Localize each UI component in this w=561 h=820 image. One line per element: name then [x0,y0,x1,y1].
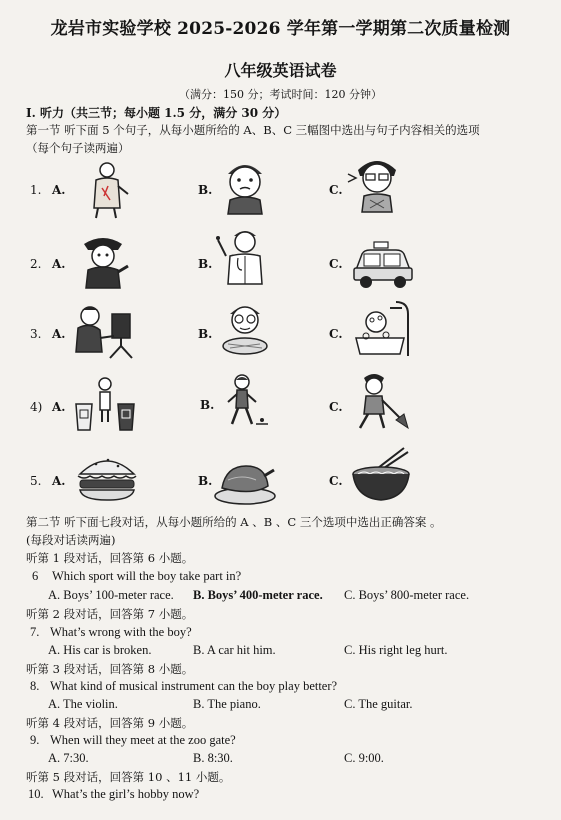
q9-option-b: B. 8:30. [193,751,233,765]
section1-note: （每个句子读两遍） [26,141,130,155]
q4-option-a: A. [52,400,66,414]
q7-question: What’s wrong with the boy? [50,625,192,639]
q6-option-c: C. Boys’ 800-meter race. [344,588,470,602]
q2-option-a: A. [52,257,66,271]
q10-number: 10. [28,787,44,801]
q2-number: 2. [30,257,42,271]
q1-option-b: B. [198,183,213,197]
q3-option-a: A. [52,327,66,341]
q9-question: When will they meet at the zoo gate? [50,733,236,747]
q1-number: 1. [30,183,42,197]
dialog2-intro: 听第 2 段对话，回答第 7 小题。 [26,607,194,621]
doctor-icon [212,226,278,286]
exam-title: 龙岩市实验学校 2025-2026 学年第一学期第二次质量检测 [50,19,511,39]
section2-note: (每段对话读两遍) [26,533,116,547]
sore-throat-icon [344,154,410,214]
q9-option-a: A. 7:30. [48,751,89,765]
q7-number: 7. [30,625,40,639]
q9-option-c: C. 9:00. [344,751,384,765]
q8-option-a: A. The violin. [48,697,118,711]
q10-question: What’s the girl’s hobby now? [52,787,200,801]
q7-option-b: B. A car hit him. [193,643,276,657]
q5-option-a: A. [52,474,66,488]
part1-heading: I. 听力（共三节；每小题 1.5 分，满分 30 分） [26,106,287,120]
q4-option-b: B. [200,398,215,412]
q6-number: 6 [32,569,39,583]
q5-option-b: B. [198,474,213,488]
q8-question: What kind of musical instrument can the boy play better? [50,679,338,693]
q9-number: 9. [30,733,40,747]
police-officer-icon [70,230,136,290]
exam-subtitle: 八年级英语试卷 [224,61,337,80]
q8-option-c: C. The guitar. [344,697,413,711]
q8-option-b: B. The piano. [193,697,261,711]
q1-option-a: A. [52,183,66,197]
q5-option-c: C. [329,474,343,488]
back-pain-icon [74,160,140,220]
hamburger-icon [74,446,140,506]
roast-chicken-icon [212,450,278,510]
section2-instruction: 第二节 听下面七段对话，从每小题所给的 A 、B 、C 三个选项中选出正确答案 。 [26,515,442,529]
q7-option-a: A. His car is broken. [48,643,152,657]
boy-at-computer-icon [72,302,138,362]
exam-meta: （满分：150 分；考试时间：120 分钟） [179,88,382,101]
recycling-bins-icon [72,374,138,434]
q7-option-c: C. His right leg hurt. [344,643,448,657]
q3-option-b: B. [198,327,213,341]
boy-bathing-icon [350,298,416,358]
noodles-bowl-icon [348,444,414,504]
q5-number: 5. [30,474,42,488]
q2-option-b: B. [198,257,213,271]
q8-number: 8. [30,679,40,693]
dialog3-intro: 听第 3 段对话，回答第 8 小题。 [26,662,194,676]
sick-boy-icon [212,156,278,216]
q2-option-c: C. [329,257,343,271]
boy-sweeping-icon [346,370,412,430]
q6-option-b: B. Boys’ 400-meter race. [193,588,323,602]
q6-option-a: A. Boys’ 100-meter race. [48,588,174,602]
taxi-icon [350,232,416,292]
dialog4-intro: 听第 4 段对话，回答第 9 小题。 [26,716,194,730]
q4-number: 4) [30,400,43,414]
q3-option-c: C. [329,327,343,341]
q4-option-c: C. [329,400,343,414]
q1-option-c: C. [329,183,343,197]
q6-question: Which sport will the boy take part in? [52,569,242,583]
boy-walking-icon [212,372,278,432]
section1-instruction: 第一节 听下面 5 个句子，从每小题所给的 A、B、C 三幅图中选出与句子内容相关的选项 [26,123,480,137]
dialog5-intro: 听第 5 段对话，回答第 10 、11 小题。 [26,770,231,784]
q3-number: 3. [30,327,42,341]
boy-eating-icon [212,300,278,360]
dialog1-intro: 听第 1 段对话，回答第 6 小题。 [26,551,194,565]
